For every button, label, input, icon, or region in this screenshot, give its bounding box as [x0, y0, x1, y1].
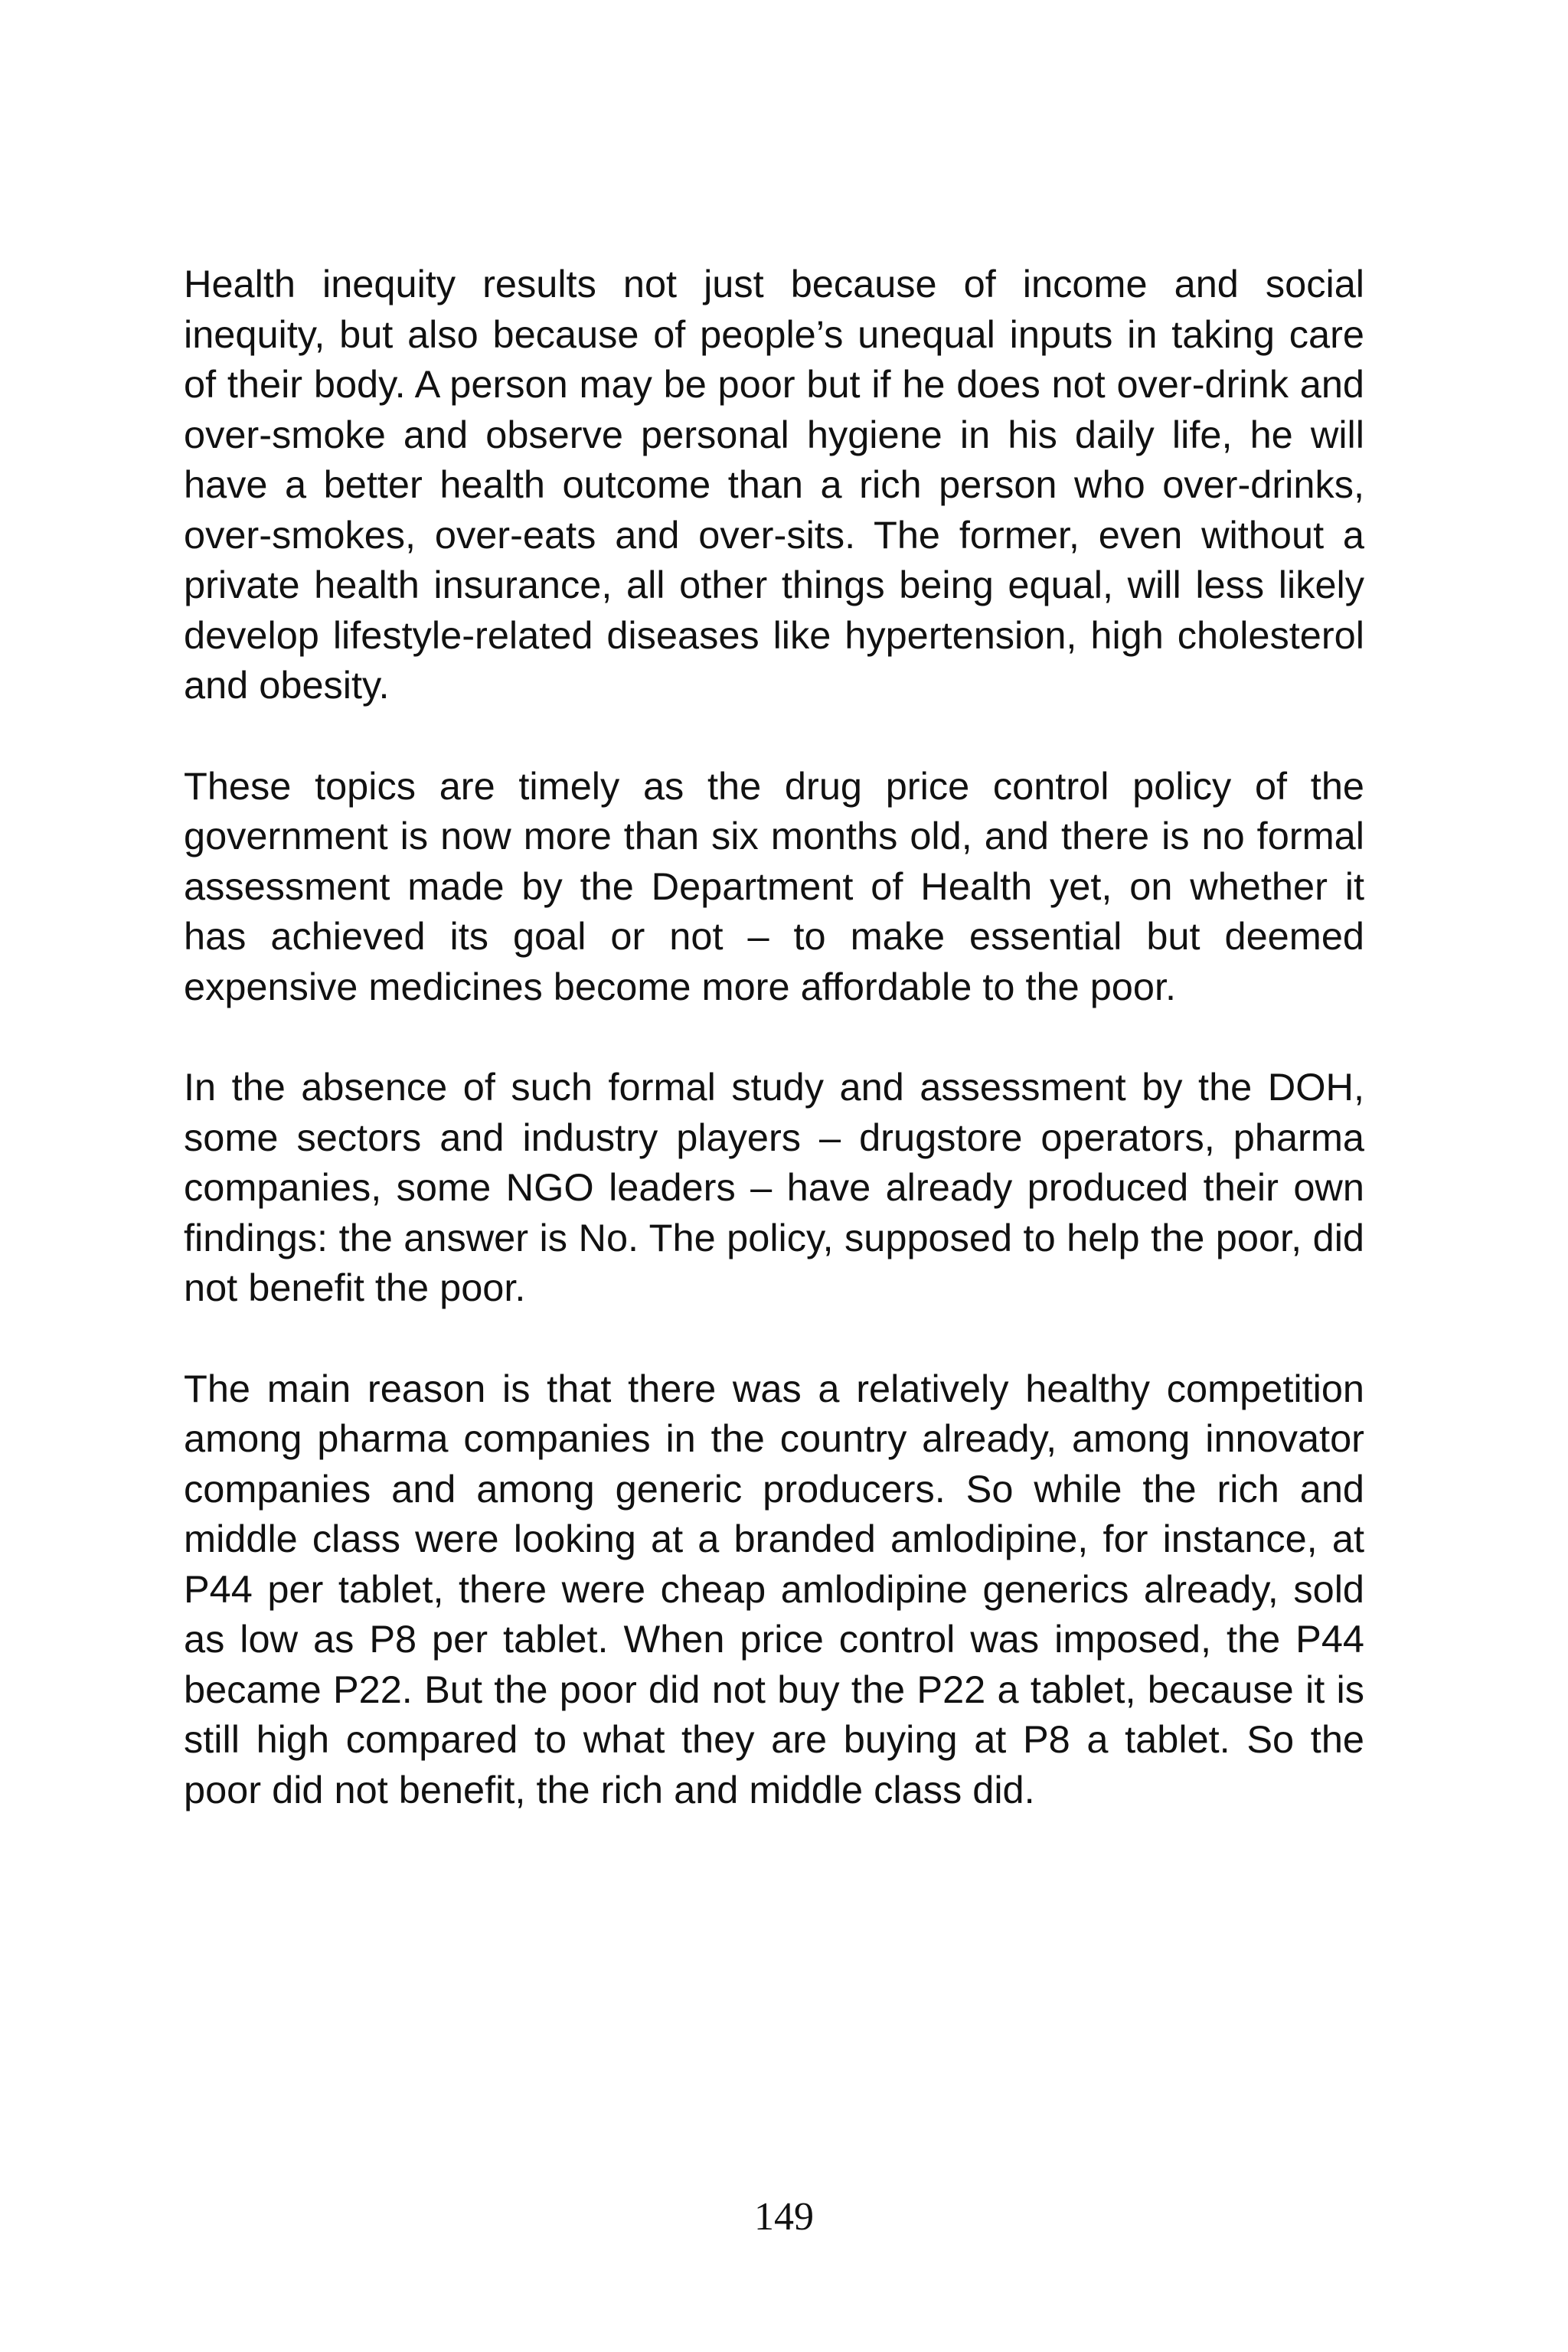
paragraph-main-reason: The main reason is that there was a relatively healthy competition among pharma companies in the country already, among innovator companies and among generic producers. So while the rich and middle class were looking at a branded amlodipine, for instance, at P44 per tablet, there were cheap amlodipine generics already, sold as low as P8 per tablet. When price control was imposed, the P44 became P22. But the poor did not buy the P22 a tablet, because it is still high compared to what they are buying at P8 a tablet. So the poor did not benefit, the rich and middle class did.: [184, 1366, 1364, 1811]
paragraph-drug-price-control: These topics are timely as the drug price control policy of the government is now more than six months old, and there is no formal assessment made by the Department of Health yet, on whether it has achieved its goal or not – to make essential but deemed expensive medicines become more affordable to the poor.: [184, 763, 1364, 1008]
page-number: 149: [754, 2195, 814, 2239]
body-text: [184, 259, 1364, 1865]
paragraph-health-inequity: Health inequity results not just because of income and social inequity, but also because of people’s unequal inputs in taking care of their body. A person may be poor but if he does not over-drink and over-smoke and observe personal hygiene in his daily life, he will have a better health outcome than a rich person who over-drinks, over-smokes, over-eats and over-sits. The former, even without a private health insurance, all other things being equal, will less likely develop lifestyle-related diseases like hypertension, high cholesterol and obesity.: [184, 262, 1364, 707]
paragraph-absence-of-assessment: In the absence of such formal study and assessment by the DOH, some sectors and industry players – drugstore operators, pharma companies, some NGO leaders – have already produced their own findings: the answer is No. The policy, supposed to help the poor, did not benefit the poor.: [184, 1065, 1364, 1309]
